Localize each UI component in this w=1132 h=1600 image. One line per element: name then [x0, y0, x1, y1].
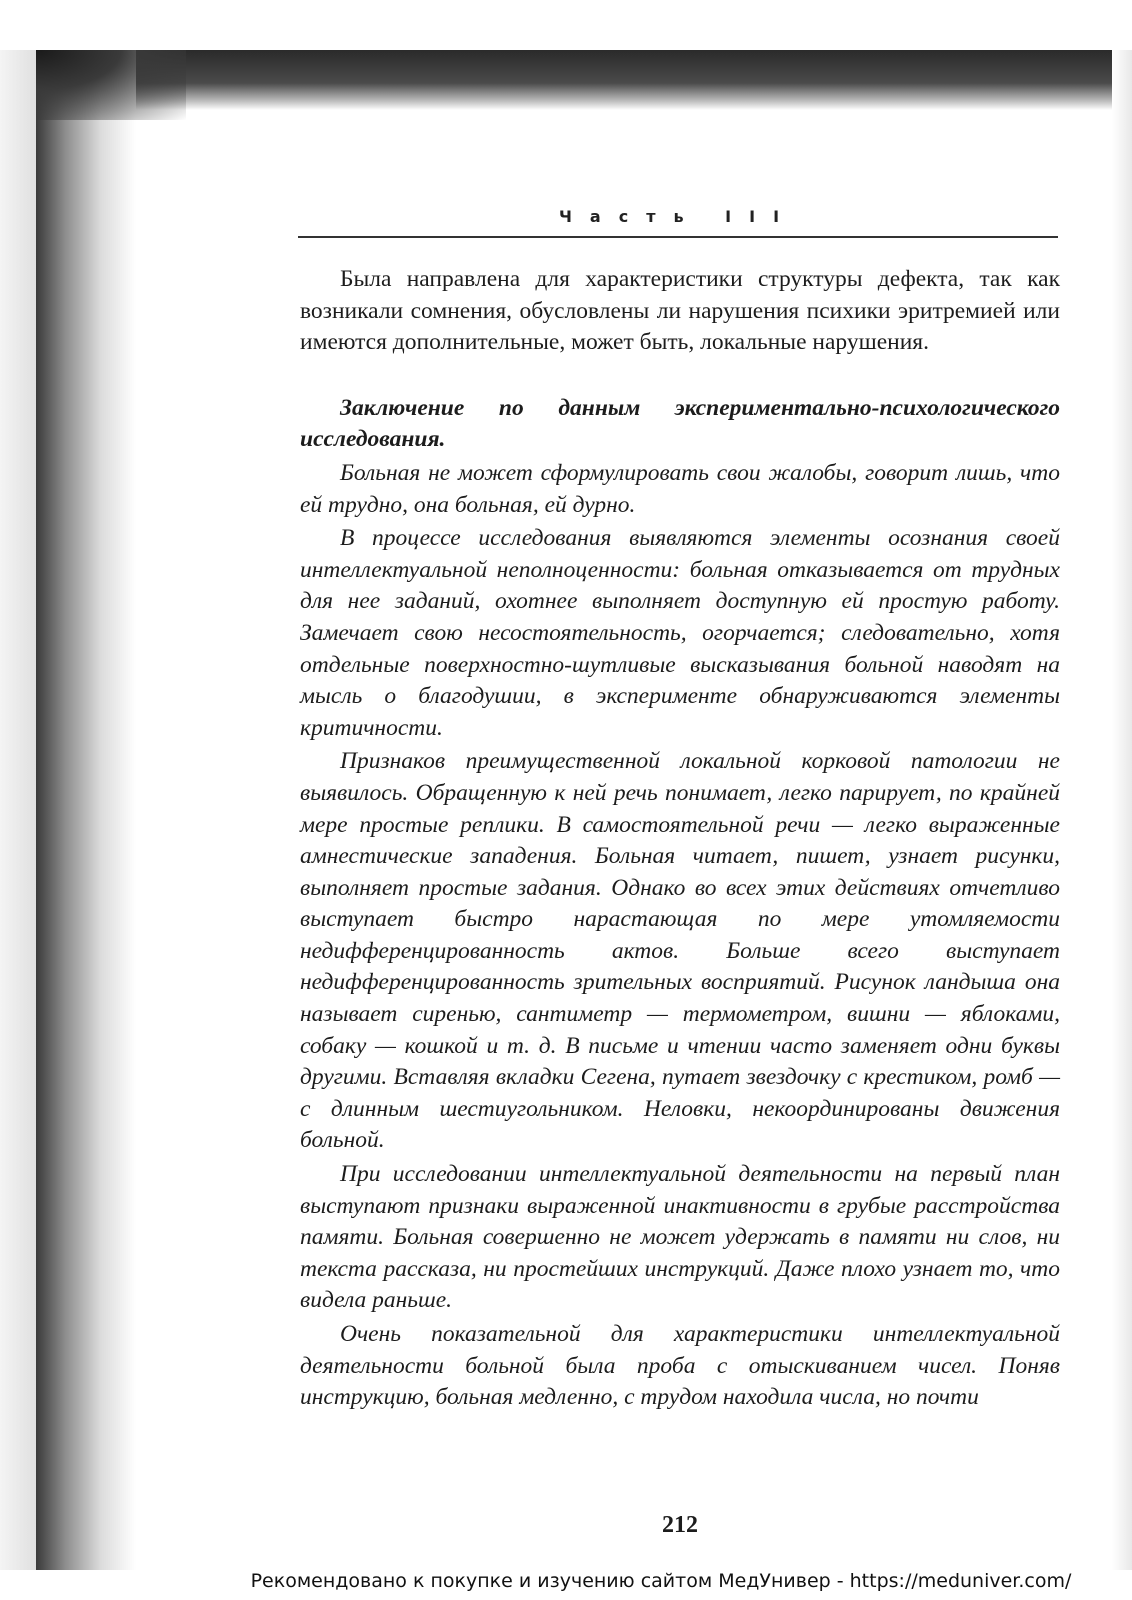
running-head: [298, 200, 1058, 238]
scan-shadow-left: [36, 50, 136, 1570]
conclusion-paragraph-5: Очень показательной для характеристики интеллектуальной деятельности больной была проба с отыскиванием чисел. Поняв инструкцию, больная медленно, с трудом находила числа, но почти: [300, 1321, 1060, 1411]
running-head-text: Часть III: [558, 207, 798, 226]
page-number: 212: [662, 1512, 698, 1538]
intro-paragraph: Была направлена для характеристики структуры дефекта, так как возникали сомнения, обусловлены ли нарушения психики эритремией или имеются дополнительные, может быть, локальные нарушения.: [300, 266, 1060, 356]
footer-note: Рекомендовано к покупке и изучению сайтом МедУнивер - https://meduniver.com/: [250, 1570, 1072, 1592]
conclusion-paragraph-2: В процессе исследования выявляются элементы осознания своей интеллектуальной неполноценности: больная отказывается от трудных для нее заданий, охотнее выполняет доступную ей простую работу. Замечает свою несостоятельность, огорчается; следовательно, хотя отдельные поверхностно-шутливые высказывания больной наводят на мысль о благодушии, в эксперименте обнаруживаются элементы критичности.: [300, 525, 1060, 741]
scan-shadow-top: [36, 50, 1116, 110]
scan-edge-left: [0, 50, 36, 1570]
scan-shadow-corner: [36, 50, 186, 120]
scan-edge-right: [1112, 50, 1132, 1570]
conclusion-paragraph-3: Признаков преимущественной локальной корковой патологии не выявилось. Обращенную к ней речь понимает, легко парирует, по крайней мере простые реплики. В самостоятельной речи — легко выраженные амнестические западения. Больная читает, пишет, узнает рисунки, выполняет простые задания. Однако во всех этих действиях отчетливо выступает быстро нарастающая по мере утомляемости недифференцированность актов. Больше всего выступает недифференцированность зрительных восприятий. Рисунок ландыша она называет сиренью, сантиметр — термометром, вишни — яблоками, собаку — кошкой и т. д. В письме и чтении часто заменяет одни буквы другими. Вставляя вкладки Сегена, путает звездочку с крестиком, ромб — с длинным шестиугольником. Неловки, некоординированы движения больной.: [300, 748, 1060, 1154]
conclusion-paragraph-4: При исследовании интеллектуальной деятельности на первый план выступают признаки выраженной инактивности в грубые расстройства памяти. Больная совершенно не может удержать в памяти ни слов, ни текста рассказа, ни простейших инструкций. Даже плохо узнает то, что видела раньше.: [300, 1161, 1060, 1314]
page-body: [300, 264, 1060, 1416]
conclusion-paragraph-1: Больная не может сформулировать свои жалобы, говорит лишь, что ей трудно, она больная, ей дурно.: [300, 459, 1060, 518]
conclusion-heading: Заключение по данным экспериментально-психологического исследования.: [300, 394, 1060, 453]
